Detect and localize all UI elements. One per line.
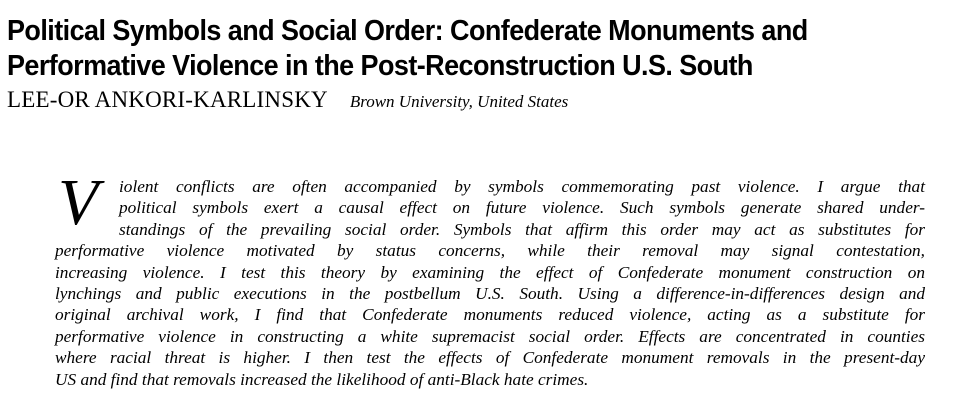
author-name: LEE-OR ANKORI-KARLINSKY — [7, 87, 328, 112]
paper-title — [7, 14, 886, 84]
abstract-line: US and find that removals increased the likelihood of anti-Black hate crimes. — [55, 369, 589, 389]
abstract-line: standings of the prevailing social order. Symbols that affirm this order may act as substitutes for — [119, 219, 925, 239]
abstract-line: iolent conflicts are often accompanied by symbols commemorating past violence. I argue that — [119, 177, 925, 196]
abstract-line: where racial threat is higher. I then test the effects of Confederate monument removals in the present-day — [55, 348, 925, 368]
abstract-line: increasing violence. I test this theory by examining the effect of Confederate monument construction on — [55, 262, 925, 282]
title-line-2: Performative Violence in the Post-Reconstruction U.S. South — [7, 50, 753, 82]
abstract-line: lynchings and public executions in the postbellum U.S. South. Using a difference-in-differences design and — [55, 284, 925, 304]
author-affiliation: Brown University, United States — [349, 92, 569, 111]
title-line-1: Political Symbols and Social Order: Confederate Monuments and — [7, 15, 808, 47]
abstract-line: performative violence motivated by status concerns, while their removal may signal contestation, — [55, 241, 925, 261]
abstract-line: original archival work, I find that Confederate monuments reduced violence, acting as a substitute for — [55, 305, 925, 325]
byline — [7, 87, 568, 113]
abstract — [55, 166, 925, 390]
abstract-drop-cap: V — [58, 166, 99, 239]
abstract-line: performative violence in constructing a white supremacist social order. Effects are concentrated in counties — [55, 326, 925, 346]
abstract-line: political symbols exert a causal effect on future violence. Such symbols generate shared under- — [119, 198, 925, 218]
